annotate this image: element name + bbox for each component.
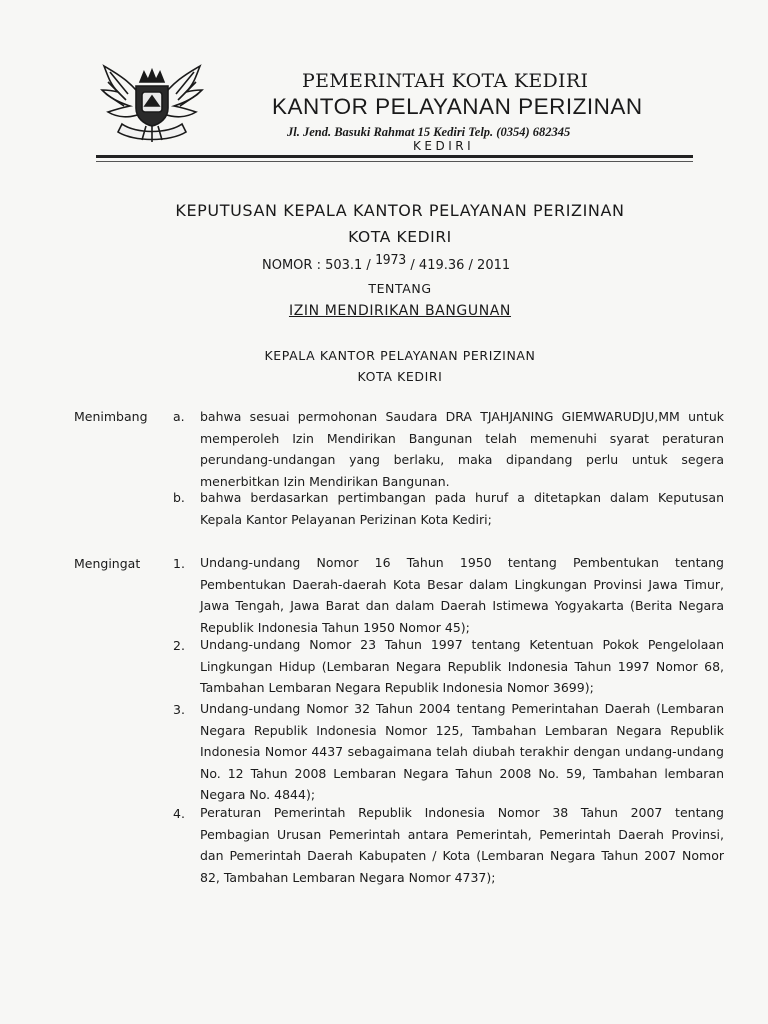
office-city: KEDIRI [413,139,475,153]
mengingat-label: Mengingat [74,556,141,571]
decree-number-prefix: NOMOR : 503.1 / [262,258,371,273]
mengingat-item-4: Peraturan Pemerintah Republik Indonesia Nomor 38 Tahun 2007 tentang Pembagian Urusan Pemerintah antara Pemerintah, Pemerintah Daerah Provinsi, dan Pemerintah Daerah Kabupaten / Kota (Lembaran Negara Tahun 2007 Nomor 82, Tambahan Lembaran Negara Nomor 4737); [200,805,724,885]
government-name: PEMERINTAH KOTA KEDIRI [302,70,589,92]
letterhead-divider-thin [96,161,693,162]
menimbang-label: Menimbang [74,409,148,424]
menimbang-item-a: bahwa sesuai permohonan Saudara DRA TJAHJANING GIEMWARUDJU,MM untuk memperoleh Izin Mendirikan Bangunan telah memenuhi syarat peraturan perundang-undangan yang berlaku, maka dipandang perlu untuk segera menerbitkan Izin Mendirikan Bangunan. [200,409,724,489]
office-name: KANTOR PELAYANAN PERIZINAN [272,94,643,119]
mengingat-marker-3: 3. [173,702,185,717]
letterhead-divider [96,155,693,158]
decree-title-city: KOTA KEDIRI [348,228,452,246]
menimbang-item-b: bahwa berdasarkan pertimbangan pada huruf a ditetapkan dalam Keputusan Kepala Kantor Pelayanan Perizinan Kota Kediri; [200,490,724,527]
decree-title: KEPUTUSAN KEPALA KANTOR PELAYANAN PERIZINAN [175,201,625,220]
decree-number [262,253,511,273]
decree-number-handwritten: 1973 [374,253,407,268]
decree-subject: IZIN MENDIRIKAN BANGUNAN [288,303,512,319]
issuer-city: KOTA KEDIRI [357,369,443,384]
mengingat-item-2: Undang-undang Nomor 23 Tahun 1997 tentang Ketentuan Pokok Pengelolaan Lingkungan Hidup (Lembaran Negara Republik Indonesia Tahun 1997 Nomor 68, Tambahan Lembaran Negara Republik Indonesia Nomor 3699); [200,637,724,695]
menimbang-marker-a: a. [173,409,185,424]
mengingat-item-1: Undang-undang Nomor 16 Tahun 1950 tentang Pembentukan tentang Pembentukan Daerah-daerah Kota Besar dalam Lingkungan Provinsi Jawa Timur, Jawa Tengah, Jawa Barat dan dalam Daerah Istimewa Yogyakarta (Berita Negara Republik Indonesia Tahun 1950 Nomor 45); [200,555,724,635]
issuer-title: KEPALA KANTOR PELAYANAN PERIZINAN [264,348,536,363]
about-heading: TENTANG [368,281,432,296]
mengingat-marker-1: 1. [173,556,185,571]
mengingat-marker-2: 2. [173,638,185,653]
mengingat-marker-4: 4. [173,806,185,821]
decree-number-suffix: / 419.36 / 2011 [410,258,511,273]
office-address: Jl. Jend. Basuki Rahmat 15 Kediri Telp. (0354) 682345 [287,125,571,139]
garuda-emblem-icon [100,60,204,146]
menimbang-marker-b: b. [173,490,185,505]
mengingat-item-3: Undang-undang Nomor 32 Tahun 2004 tentang Pemerintahan Daerah (Lembaran Negara Republik Indonesia Nomor 125, Tambahan Lembaran Negara Republik Indonesia Nomor 4437 sebagaimana telah diubah terakhir dengan undang-undang No. 12 Tahun 2008 Lembaran Negara Tahun 2008 No. 59, Tambahan lembaran Negara No. 4844); [200,701,724,802]
